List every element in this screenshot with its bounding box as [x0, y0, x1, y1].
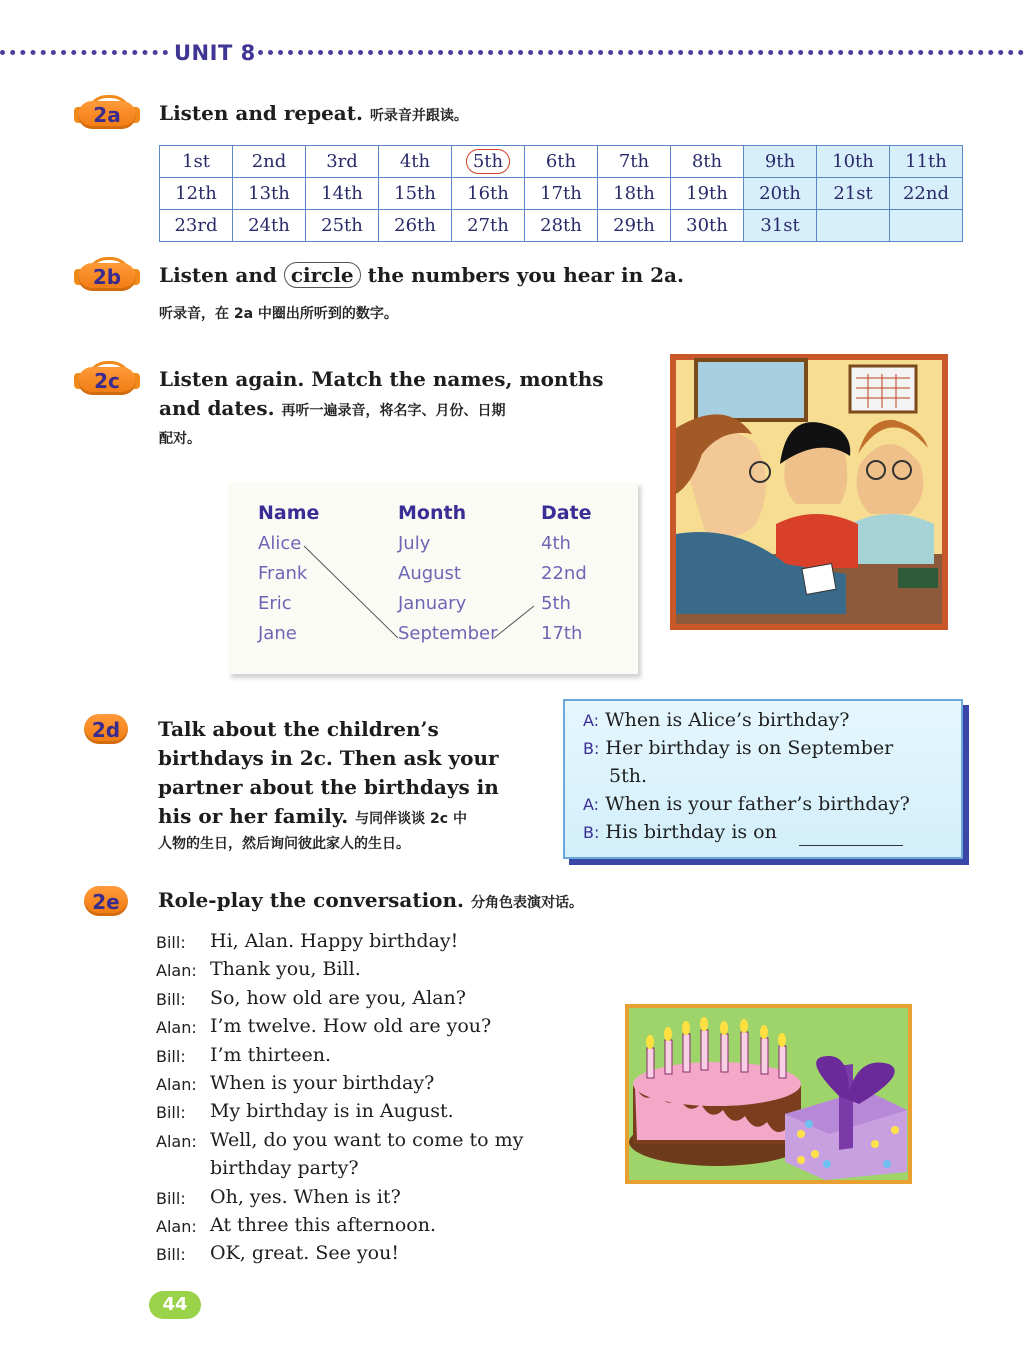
month-item: September [398, 623, 498, 644]
name-item: Alice [258, 533, 302, 554]
speaker-label: Bill: [156, 990, 186, 1009]
speaker-label: Alan: [156, 1018, 197, 1037]
ordinal-cell: 20th [744, 178, 817, 210]
answer-blank[interactable] [799, 845, 903, 846]
instruction-2b: Listen and circle the numbers you hear in 2a. [159, 263, 684, 287]
ordinal-cell: 11th [890, 146, 963, 178]
ordinal-cell [817, 210, 890, 242]
ordinal-cell: 8th [671, 146, 744, 178]
ordinal-cell: 9th [744, 146, 817, 178]
speaker-label: Bill: [156, 1245, 186, 1264]
month-item: July [398, 533, 431, 554]
utterance: I’m thirteen. [210, 1044, 332, 1066]
ordinal-cell [890, 210, 963, 242]
sample-dialog-box [563, 699, 963, 859]
speaker-label: Bill: [156, 933, 186, 952]
month-item: August [398, 563, 461, 584]
header-dotted-line-right [258, 50, 1024, 61]
ordinal-cell: 31st [744, 210, 817, 242]
instruction-2b-cn: 听录音，在 2a 中圈出所听到的数字。 [159, 306, 398, 322]
speaker-label: Alan: [156, 1217, 197, 1236]
dialog-line: B: His birthday is on [583, 821, 777, 843]
speaker-label: Bill: [156, 1103, 186, 1122]
ordinal-cell: 15th [379, 178, 452, 210]
instruction-2c-line3: 配对。 [159, 431, 201, 447]
ordinal-cell: 18th [598, 178, 671, 210]
date-item: 4th [541, 533, 571, 554]
dialog-line: B: Her birthday is on September [583, 737, 894, 759]
table-row [160, 210, 963, 242]
utterance: So, how old are you, Alan? [210, 987, 466, 1009]
badge-2d: 2d [80, 712, 138, 746]
instruction-2c-line1: Listen again. Match the names, months [159, 367, 604, 391]
ordinal-cell: 26th [379, 210, 452, 242]
instruction-2e: Role-play the conversation. 分角色表演对话。 [158, 888, 583, 912]
ordinal-numbers-table [159, 145, 963, 242]
table-row [160, 146, 963, 178]
utterance: I’m twelve. How old are you? [210, 1015, 492, 1037]
utterance: birthday party? [210, 1157, 359, 1179]
ordinal-cell: 7th [598, 146, 671, 178]
ordinal-cell: 3rd [306, 146, 379, 178]
matching-lines [228, 482, 638, 674]
month-item: January [398, 593, 467, 614]
badge-2b: 2b [78, 259, 136, 293]
column-header-name: Name [258, 502, 320, 524]
ordinal-cell: 6th [525, 146, 598, 178]
date-item: 17th [541, 623, 583, 644]
utterance: Well, do you want to come to my [210, 1129, 524, 1151]
utterance: Hi, Alan. Happy birthday! [210, 930, 459, 952]
ordinal-cell: 14th [306, 178, 379, 210]
column-header-date: Date [541, 502, 592, 524]
badge-2c: 2c [78, 363, 136, 397]
speaker-label: Alan: [156, 1075, 197, 1094]
utterance: When is your birthday? [210, 1072, 435, 1094]
dialog-line: 5th. [609, 765, 647, 787]
dialog-line: A: When is your father’s birthday? [583, 793, 910, 815]
name-item: Jane [258, 623, 297, 644]
ordinal-cell: 4th [379, 146, 452, 178]
ordinal-cell: 19th [671, 178, 744, 210]
ordinal-cell: 25th [306, 210, 379, 242]
ordinal-cell: 23rd [160, 210, 233, 242]
ordinal-cell: 1st [160, 146, 233, 178]
header-dotted-line-left [0, 50, 168, 61]
circle-word: circle [284, 262, 361, 288]
instruction-2c-line2: and dates. 再听一遍录音，将名字、月份、日期 [159, 396, 506, 420]
table-row [160, 178, 963, 210]
ordinal-cell: 28th [525, 210, 598, 242]
utterance: Thank you, Bill. [210, 958, 361, 980]
speaker-label: Alan: [156, 961, 197, 980]
name-item: Eric [258, 593, 292, 614]
column-header-month: Month [398, 502, 467, 524]
instruction-2d: Talk about the children’s birthdays in 2c. Then ask your partner about the birthdays in his or her family. 与同伴谈谈 2c 中 人物的生日，然后询问彼此家人的生日。 [158, 717, 499, 852]
name-item: Frank [258, 563, 308, 584]
speaker-label: Bill: [156, 1189, 186, 1208]
date-item: 5th [541, 593, 571, 614]
instruction-2a: Listen and repeat. 听录音并跟读。 [159, 101, 468, 125]
ordinal-cell: 22nd [890, 178, 963, 210]
badge-2e: 2e [80, 884, 138, 918]
speaker-label: Bill: [156, 1047, 186, 1066]
ordinal-cell: 2nd [233, 146, 306, 178]
ordinal-cell: 27th [452, 210, 525, 242]
ordinal-cell: 21st [817, 178, 890, 210]
ordinal-cell: 12th [160, 178, 233, 210]
ordinal-cell: 30th [671, 210, 744, 242]
ordinal-cell: 16th [452, 178, 525, 210]
badge-2a: 2a [78, 97, 136, 131]
page-number: 44 [149, 1291, 201, 1319]
ordinal-cell: 5th [452, 146, 525, 178]
speaker-label: Alan: [156, 1132, 197, 1151]
birthday-cake-illustration [625, 1004, 912, 1184]
utterance: Oh, yes. When is it? [210, 1186, 401, 1208]
utterance: At three this afternoon. [210, 1214, 436, 1236]
classroom-illustration [670, 354, 948, 630]
utterance: My birthday is in August. [210, 1100, 454, 1122]
ordinal-cell: 29th [598, 210, 671, 242]
ordinal-cell: 17th [525, 178, 598, 210]
ordinal-cell: 10th [817, 146, 890, 178]
unit-title: UNIT 8 [174, 41, 256, 65]
utterance: OK, great. See you! [210, 1242, 399, 1264]
date-item: 22nd [541, 563, 587, 584]
matching-table [228, 482, 638, 674]
dialog-line: A: When is Alice’s birthday? [583, 709, 850, 731]
ordinal-cell: 24th [233, 210, 306, 242]
ordinal-cell: 13th [233, 178, 306, 210]
